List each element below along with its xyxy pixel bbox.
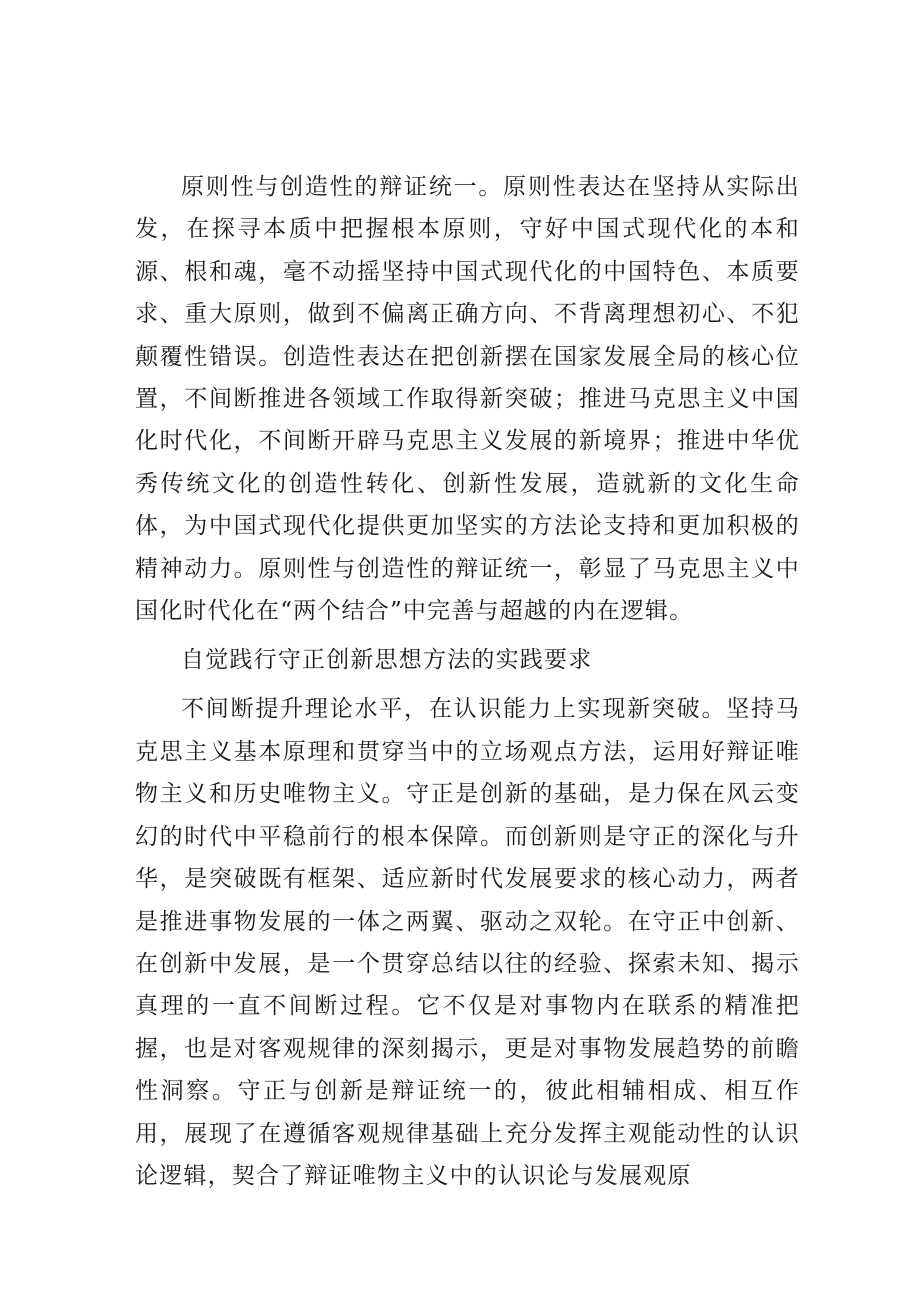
paragraph-theory-level: 不间断提升理论水平，在认识能力上实现新突破。坚持马克思主义基本原理和贯穿当中的立场观点方法，运用好辩证唯物主义和历史唯物主义。守正是创新的基础，是力保在风云变幻的时代中平稳前行的根本保障。而创新则是守正的深化与升华，是突破既有框架、适应新时代发展要求的核心动力，两者是推进事物发展的一体之两翼、驱动之双轮。在守正中创新、在创新中发展，是一个贯穿总结以往的经验、探索未知、揭示真理的一直不间断过程。它不仅是对事物内在联系的精准把握，也是对客观规律的深刻揭示，更是对事物发展趋势的前瞻性洞察。守正与创新是辩证统一的，彼此相辅相成、相互作用，展现了在遵循客观规律基础上充分发挥主观能动性的认识论逻辑，契合了辩证唯物主义中的认识论与发展观原 [135,696,800,1189]
document-body [135,166,800,1197]
section-heading: 自觉践行守正创新思想方法的实践要求 [181,647,593,674]
paragraph-principle-creativity: 原则性与创造性的辩证统一。原则性表达在坚持从实际出发，在探寻本质中把握根本原则，守好中国式现代化的本和源、根和魂，毫不动摇坚持中国式现代化的中国特色、本质要求、重大原则，做到不偏离正确方向、不背离理想初心、不犯颠覆性错误。创造性表达在把创新摆在国家发展全局的核心位置，不间断推进各领域工作取得新突破；推进马克思主义中国化时代化，不间断开辟马克思主义发展的新境界；推进中华优秀传统文化的创造性转化、创新性发展，造就新的文化生命体，为中国式现代化提供更加坚实的方法论支持和更加积极的精神动力。原则性与创造性的辩证统一，彰显了马克思主义中国化时代化在“两个结合”中完善与超越的内在逻辑。 [135,174,800,625]
